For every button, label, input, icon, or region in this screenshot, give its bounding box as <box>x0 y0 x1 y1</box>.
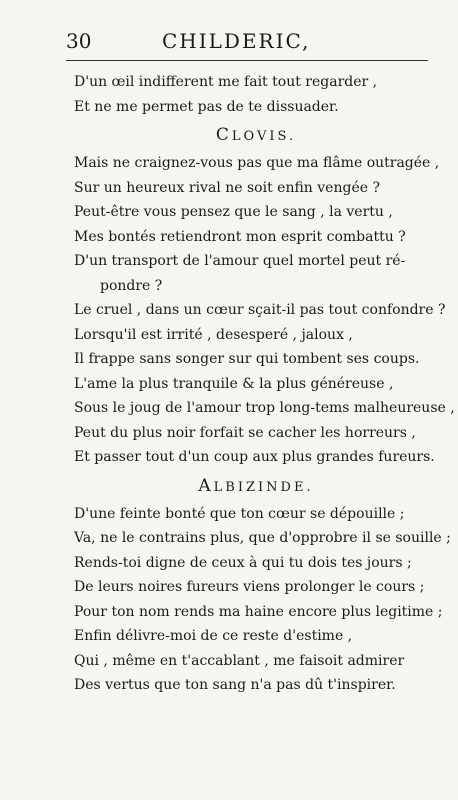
running-title: CHILDERIC, <box>162 29 311 53</box>
verse-line: Il frappe sans songer sur qui tombent ses coups. <box>74 351 420 367</box>
speaker-name-clovis: CLOVIS. <box>215 125 297 145</box>
verse-line: Mais ne craignez-vous pas que ma flâme outragée , <box>74 155 440 171</box>
verse-line: Et ne me permet pas de te dissuader. <box>74 98 339 115</box>
verse-line: Pour ton nom rends ma haine encore plus legitime ; <box>74 603 443 620</box>
verse-line: L'ame la plus tranquile & la plus généreuse , <box>74 375 394 392</box>
verse-line: Qui , même en t'accablant , me faisoit admirer <box>74 652 405 669</box>
verse-line: Peut-être vous pensez que le sang , la vertu , <box>74 204 393 220</box>
page-number: 30 <box>66 29 92 53</box>
verse-line: Et passer tout d'un coup aux plus grandes fureurs. <box>74 449 435 465</box>
verse-line: Sous le joug de l'amour trop long-tems malheureuse , <box>74 400 455 416</box>
verse-line: Sur un heureux rival ne soit enfin vengée ? <box>74 179 380 196</box>
verse-line: Rends-toi digne de ceux à qui tu dois tes jours ; <box>74 554 412 571</box>
verse-text <box>74 70 455 698</box>
verse-line: Lorsqu'il est irrité , desesperé , jaloux , <box>74 326 353 343</box>
page-header <box>66 26 428 56</box>
verse-line: De leurs noires fureurs viens prolonger le cours ; <box>74 579 425 595</box>
verse-line-continuation: pondre ? <box>100 277 163 294</box>
verse-line: Des vertus que ton sang n'a pas dû t'inspirer. <box>74 677 396 693</box>
verse-line: D'un œil indifferent me fait tout regarder , <box>74 74 378 90</box>
verse-line: Enfin délivre-moi de ce reste d'estime , <box>74 628 353 644</box>
verse-line: Peut du plus noir forfait se cacher les horreurs , <box>74 424 416 441</box>
verse-line: Le cruel , dans un cœur sçait-il pas tout confondre ? <box>74 302 446 318</box>
verse-line: Va, ne le contrains plus, que d'opprobre il se souille ; <box>74 530 451 546</box>
speaker-name-albizinde: ALBIZINDE. <box>198 475 314 496</box>
header-rule <box>66 60 428 61</box>
verse-line: Mes bontés retiendront mon esprit combattu ? <box>74 228 406 245</box>
verse-line: D'un transport de l'amour quel mortel peut ré- <box>74 253 406 269</box>
verse-line: D'une feinte bonté que ton cœur se dépouille ; <box>74 505 405 522</box>
